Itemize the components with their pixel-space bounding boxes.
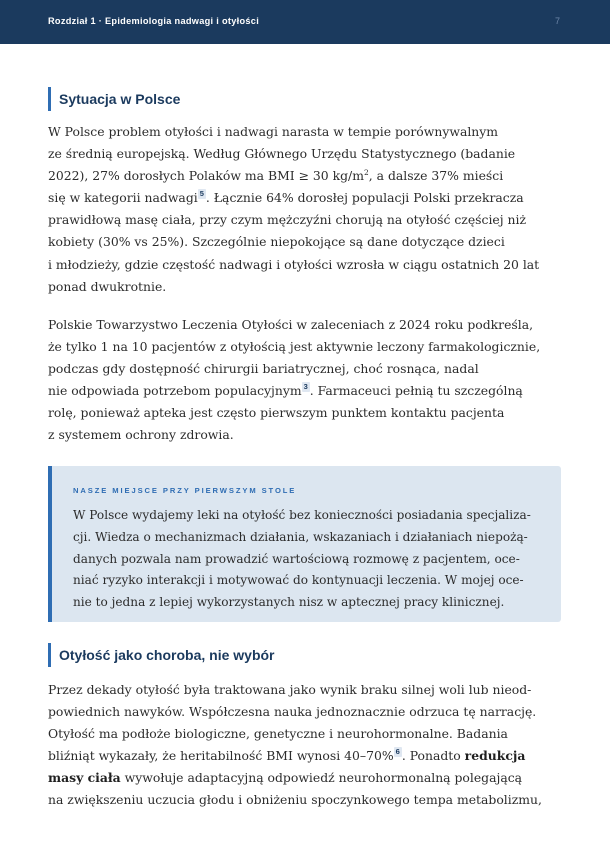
text-fragment: się w kategorii nadwagi xyxy=(48,190,198,206)
text-line xyxy=(48,745,564,767)
text-line: kobiety (30% vs 25%). Szczególnie niepokojące są dane dotyczące dzieci xyxy=(48,234,505,250)
text-fragment: wywołuje adaptacyjną odpowiedź neurohormonalną polegającą xyxy=(120,770,523,786)
text-fragment: . Farmaceuci pełnią tu szczególną xyxy=(309,383,523,399)
section-heading-sytuacja: Sytuacja w Polsce xyxy=(48,87,180,111)
text-line: że tylko 1 na 10 pacjentów z otyłością jest aktywnie leczony farmakologicznie, xyxy=(48,339,541,355)
text-fragment: . Ponadto xyxy=(401,748,465,764)
callout-box xyxy=(48,466,561,622)
text-line: powiednich nawyków. Współczesna nauka jednoznacznie odrzuca tę narrację. xyxy=(48,704,537,720)
text-line xyxy=(48,187,564,209)
text-line: z systemem ochrony zdrowia. xyxy=(48,427,234,443)
callout-body xyxy=(73,505,531,614)
text-line: podczas gdy dostępność chirurgii bariatrycznej, choć rosnąca, nadal xyxy=(48,361,479,377)
text-line: na zwiększeniu uczucia głodu i obniżeniu spoczynkowego tempa metabolizmu, xyxy=(48,792,542,808)
text-line: W Polsce problem otyłości i nadwagi narasta w tempie porównywalnym xyxy=(48,124,499,139)
text-fragment: nie odpowiada potrzebom populacyjnym xyxy=(48,383,302,399)
text-line xyxy=(48,380,564,402)
text-line: prawidłową masę ciała, przy czym mężczyźni chorują na otyłość częściej niż xyxy=(48,212,527,228)
page-number: 7 xyxy=(554,16,560,26)
text-line: niać ryzyko interakcji i motywować do kontynuacji leczenia. W mojej oce- xyxy=(73,573,524,588)
text-line: cji. Wiedza o mechanizmach działania, wskazaniach i działaniach niepożą- xyxy=(73,529,528,544)
reference-marker[interactable]: 3 xyxy=(303,382,308,392)
text-fragment: . Łącznie 64% dorosłej populacji Polski przekracza xyxy=(205,190,524,206)
chapter-header-bar xyxy=(0,0,610,44)
text-line xyxy=(48,767,564,789)
superscript-exponent: 2 xyxy=(363,168,369,178)
text-line: rolę, ponieważ apteka jest często pierwszym punktem kontaktu pacjenta xyxy=(48,405,505,421)
text-line: i młodzieży, gdzie częstość nadwagi i otyłości wzrosła w ciągu ostatnich 20 lat xyxy=(48,256,540,272)
text-line: Przez dekady otyłość była traktowana jako wynik braku silnej woli lub nieod- xyxy=(48,682,532,697)
text-line: nie to jedna z lepiej wykorzystanych nisz w aptecznej pracy klinicznej. xyxy=(73,595,505,610)
text-fragment: 2022), 27% dorosłych Polaków ma BMI ≥ 30 kg/m xyxy=(48,168,364,184)
text-fragment: bliźniąt wykazały, że heritabilność BMI wynosi 40–70% xyxy=(48,748,394,764)
section-heading-otylosc-choroba: Otyłość jako choroba, nie wybór xyxy=(48,643,275,667)
text-line: ponad dwukrotnie. xyxy=(48,278,167,294)
text-line: Polskie Towarzystwo Leczenia Otyłości w zaleceniach z 2024 roku podkreśla, xyxy=(48,317,534,332)
paragraph-ptlo-recommendations xyxy=(48,314,564,447)
reference-marker[interactable]: 5 xyxy=(199,189,204,199)
text-line: W Polsce wydajemy leki na otyłość bez konieczności posiadania specjaliza- xyxy=(73,508,531,522)
paragraph-obesity-disease xyxy=(48,679,564,812)
chapter-title: Rozdział 1 · Epidemiologia nadwagi i otyłości xyxy=(48,16,260,26)
text-line: Otyłość ma podłoże biologiczne, genetyczne i neurohormonalne. Badania xyxy=(48,726,508,742)
text-line: danych pozwala nam prowadzić wartościową rozmowę z pacjentem, oce- xyxy=(73,551,520,566)
bold-term: masy ciała xyxy=(48,770,121,786)
callout-label: NASZE MIEJSCE PRZY PIERWSZYM STOLE xyxy=(73,486,297,495)
text-fragment: , a dalsze 37% mieści xyxy=(368,168,504,184)
text-line xyxy=(48,165,564,187)
reference-marker[interactable]: 6 xyxy=(395,747,400,757)
text-line: ze średnią europejską. Według Głównego Urzędu Statystycznego (badanie xyxy=(48,146,516,162)
paragraph-situation-poland xyxy=(48,121,564,298)
bold-term: redukcja xyxy=(464,748,526,764)
